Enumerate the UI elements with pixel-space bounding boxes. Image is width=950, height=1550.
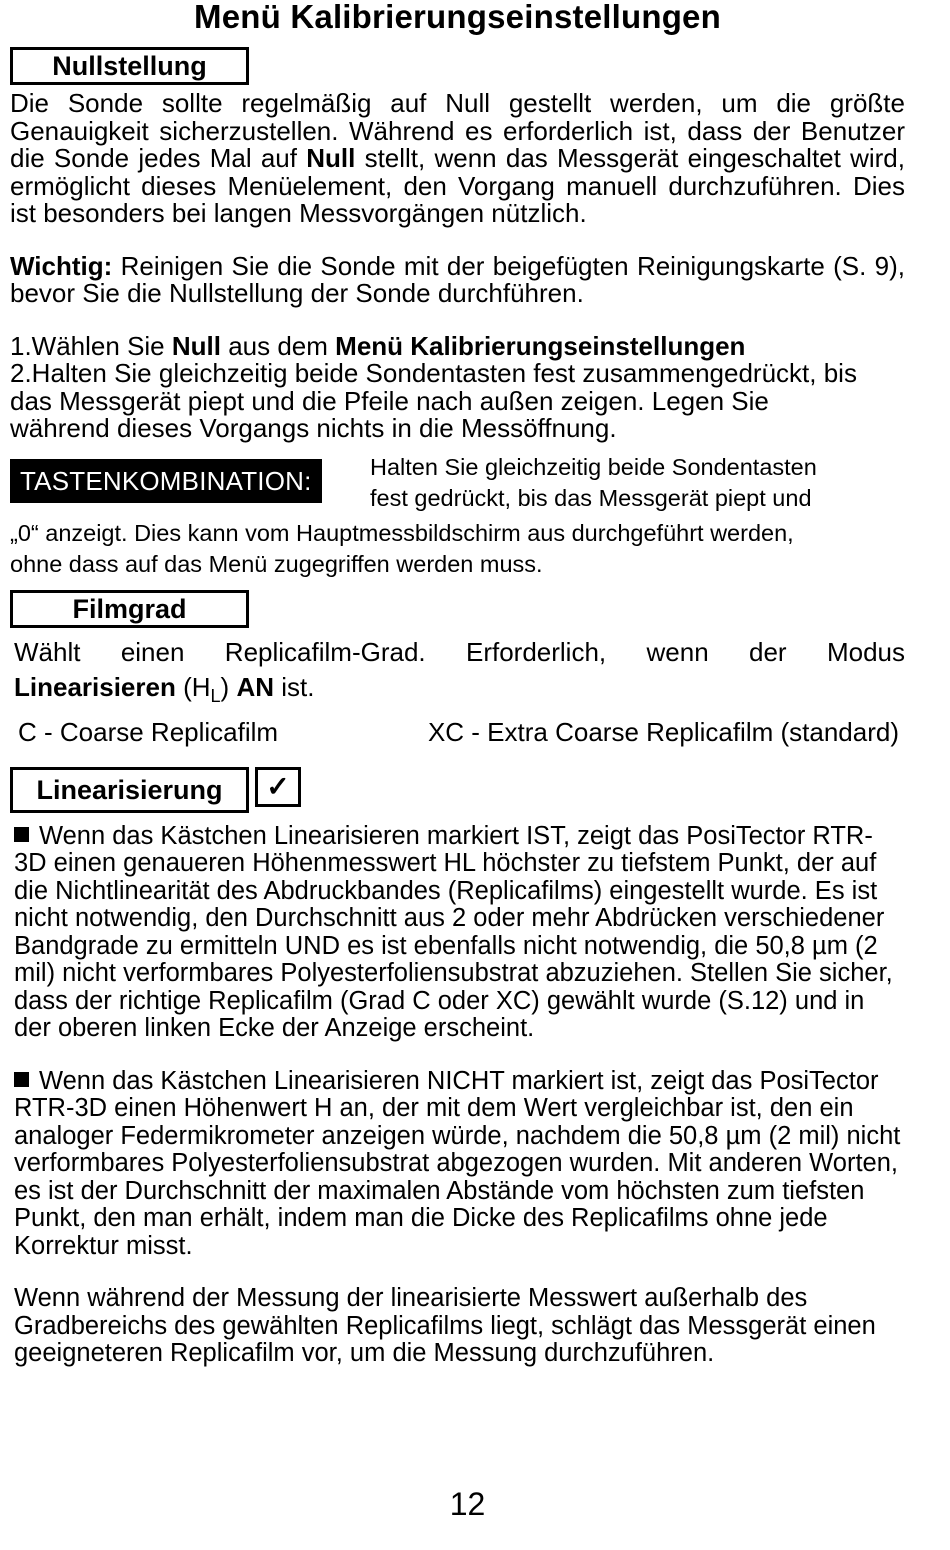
linearisierung-bullet-2 [10,1068,904,1261]
linearisierung-section [10,767,905,1368]
page-title: Menü Kalibrierungseinstellungen [194,0,721,35]
linearisieren-checkbox[interactable] [255,767,301,807]
tastenkombination-line-2: fest gedrückt, bis das Messgerät piept und [370,484,812,511]
filmgrad-section [10,590,905,748]
grade-option-xc: XC - Extra Coarse Replicafilm (standard) [427,716,899,747]
linearisierung-final-paragraph: Wenn während der Messung der linearisierte Messwert außerhalb des Gradbereichs des gewählten Replicafilms liegt, schlägt das Messgerät einen geeigneteren Replicafilm vor, um die Messung durchzuführen. [14,1284,876,1368]
linearisierung-heading: Linearisierung [10,767,249,813]
filmgrad-line-2-end: ist. [274,671,315,702]
step-1-bold-2: Menü Kalibrierungseinstellungen [335,330,746,361]
step-2: 2.Halten Sie gleichzeitig beide Sondentasten fest zusammengedrückt, bis das Messgerät piept und die Pfeile nach außen zeigen. Legen Sie während dieses Vorgangs nichts in die Messöffnung. [10,358,857,443]
step-1 [10,330,905,361]
hl-subscript: L [210,685,221,706]
an-term: AN [236,671,274,702]
wichtig-label: Wichtig: [10,250,113,281]
bullet-square-icon [14,827,29,842]
linearisierung-bullet-1 [10,823,899,1043]
nullstellung-text-b: stellt, wenn das Messgerät eingeschaltet wird, ermöglicht dieses Menüelement, den Vorgang manuell durchzuführen. Dies ist besonders bei langen Messvorgängen nützlich. [10,143,905,228]
linearisieren-term: Linearisieren [14,671,176,702]
tastenkombination-label: TASTENKOMBINATION: [10,459,322,503]
checkmark-icon: ✓ [266,771,290,803]
page-number: 12 [449,1486,486,1522]
wichtig-paragraph [10,250,905,308]
grade-options [10,716,905,748]
step-1-b: aus dem [220,330,336,361]
tastenkombination-block [10,453,905,518]
grade-option-c: C - Coarse Replicafilm [18,716,279,747]
bullet-1-text: Wenn das Kästchen Linearisieren markiert IST, zeigt das PosiTector RTR-3D einen genaueren Höhenmesswert HL höchster zu tiefstem Punkt, der auf die Nichtlinearität des Abdruckbandes (Replicafilms) eingestellt wurde. Es ist nicht notwendig, den Durchschnitt aus 2 oder mehr Abdrücken verschiedener Bandgrade zu ermitteln UND es ist ebenfalls nicht notwendig, die 50,8 µm (2 mil) nicht verformbares Polyesterfoliensubstrat abzuziehen. Stellen Sie sicher, dass der richtige Replicafilm (Grad C oder XC) gewählt wurde (S.12) und in der oberen linken Ecke der Anzeige erscheint. [14,821,893,1043]
hl-close: ) [220,671,237,702]
filmgrad-line-1: Wählt einen Replicafilm-Grad. Erforderlich, wenn der Modus [14,636,905,667]
hl-open: (H [175,671,211,702]
tastenkombination-line-3: „0“ anzeigt. Dies kann vom Hauptmessbildschirm aus durchgeführt werden, [10,519,794,546]
step-1-bold-1: Null [171,330,221,361]
tastenkombination-line-4: ohne dass auf das Menü zugegriffen werden muss. [10,550,543,577]
bullet-2-text: Wenn das Kästchen Linearisieren NICHT markiert ist, zeigt das PosiTector RTR-3D einen Höhenwert H an, der mit dem Wert vergleichbar ist, den ein analoger Federmikrometer anzeigen würde, nachdem die 50,8 µm (2 mil) nicht verformbares Polyesterfoliensubstrat abgezogen wurden. Mit anderen Worten, es ist der Durchschnitt der maximalen Abstände vom höchsten zum tiefsten Punkt, den man erhält, indem man die Dicke des Replicafilms ohne jede Korrektur misst. [14,1066,901,1260]
bullet-square-icon [14,1072,29,1087]
nullstellung-text-bold: Null [306,143,356,173]
nullstellung-section [10,47,905,580]
tastenkombination-line-1: Halten Sie gleichzeitig beide Sondentasten [370,453,817,480]
manual-page [10,0,905,1522]
filmgrad-heading: Filmgrad [10,590,249,628]
step-1-a: 1.Wählen Sie [10,330,172,361]
nullstellung-heading: Nullstellung [10,47,249,85]
nullstellung-text-a: Die Sonde sollte regelmäßig auf Null gestellt werden, um die größte Genauigkeit sicherzustellen. Während es erforderlich ist, dass der Benutzer die Sonde jedes Mal auf [10,88,905,173]
nullstellung-paragraph [10,90,905,228]
wichtig-text: Reinigen Sie die Sonde mit der beigefügten Reinigungskarte (S. 9), bevor Sie die Nullstellung der Sonde durchführen. [10,250,905,308]
linearisierung-header [10,767,905,813]
filmgrad-line-2 [10,669,905,714]
